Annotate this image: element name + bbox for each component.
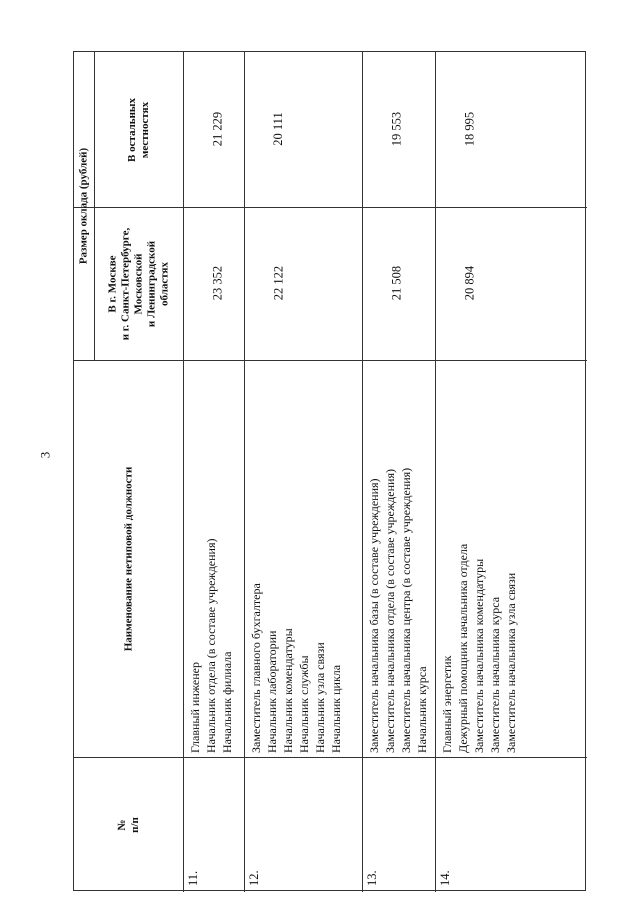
- position-item: Начальник отдела (в составе учреждения): [204, 538, 218, 753]
- moscow-salary-value: 23 352: [210, 265, 225, 301]
- moscow-salary: [435, 207, 587, 360]
- header-moscow: В г. Москве и г. Санкт-Петербурге, Московской и Ленинградской областях: [106, 227, 170, 340]
- position-item: Начальник лаборатории: [265, 630, 279, 753]
- other-salary: [435, 52, 587, 207]
- position-item: Заместитель начальника узла связи: [504, 572, 518, 753]
- position-item: Заместитель начальника центра (в составе учреждения): [399, 467, 413, 753]
- row-positions: [183, 360, 244, 757]
- other-salary-value: 18 995: [462, 111, 477, 147]
- position-item: Заместитель начальника отдела (в составе учреждения): [383, 469, 397, 753]
- position-item: Начальник цикла: [329, 664, 343, 753]
- header-num: № п/п: [115, 816, 141, 833]
- row-number-text: 14.: [438, 870, 452, 886]
- row-number: [435, 757, 587, 892]
- moscow-salary: [183, 207, 244, 360]
- salary-table: [73, 51, 586, 891]
- position-item: Дежурный помощник начальника отдела: [456, 543, 470, 753]
- position-item: Заместитель главного бухгалтера: [249, 583, 263, 753]
- moscow-salary: [244, 207, 362, 360]
- position-item: Главный инженер: [188, 662, 202, 753]
- moscow-salary-value: 21 508: [389, 265, 404, 301]
- row-number-text: 13.: [365, 870, 379, 886]
- other-salary-value: 19 553: [389, 111, 404, 147]
- position-item: Начальник филиала: [220, 651, 234, 753]
- other-salary: [183, 52, 244, 207]
- moscow-salary: [362, 207, 435, 360]
- other-salary-value: 21 229: [210, 111, 225, 147]
- row-number-text: 12.: [247, 870, 261, 886]
- moscow-salary-value: 20 894: [462, 265, 477, 301]
- row-number: [183, 757, 244, 892]
- header-salary-group: Размер оклада (рублей): [77, 147, 90, 265]
- row-positions: [244, 360, 362, 757]
- page-number: 3: [37, 451, 53, 459]
- position-item: Заместитель начальника комендатуры: [472, 558, 486, 753]
- other-salary: [244, 52, 362, 207]
- other-salary: [362, 52, 435, 207]
- position-item: Начальник курса: [415, 666, 429, 753]
- position-item: Начальник узла связи: [313, 642, 327, 753]
- position-item: Главный энергетик: [440, 655, 454, 753]
- header-name: Наименование нетиповой должности: [122, 466, 134, 651]
- position-item: Заместитель начальника курса: [488, 596, 502, 753]
- row-number: [362, 757, 435, 892]
- header-other: В остальных местностях: [125, 97, 151, 162]
- row-number-text: 11.: [186, 870, 200, 886]
- position-item: Начальник службы: [297, 655, 311, 753]
- row-positions: [435, 360, 587, 757]
- row-positions: [362, 360, 435, 757]
- position-item: Заместитель начальника базы (в составе учреждения): [367, 478, 381, 753]
- other-salary-value: 20 111: [271, 112, 286, 146]
- position-item: Начальник комендатуры: [281, 628, 295, 753]
- moscow-salary-value: 22 122: [271, 265, 286, 301]
- row-number: [244, 757, 362, 892]
